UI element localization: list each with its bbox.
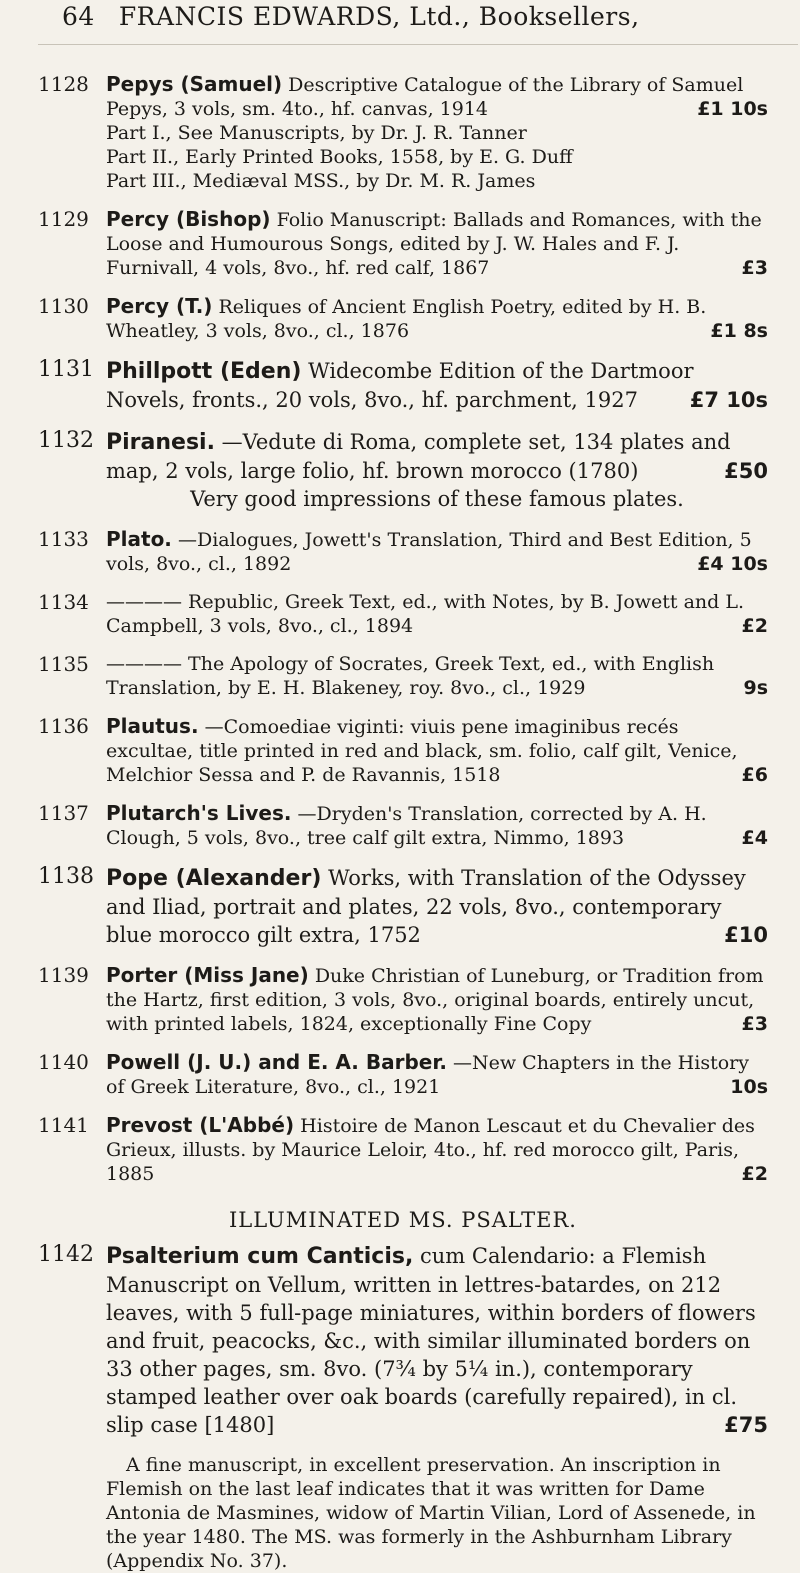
entry-description: Duke Christian of Luneburg, or Tradition from the Hartz, first edition, 3 vols, 8vo., original boards, entirely uncut, with printed labels, 1824, exceptionally Fine Copy: [106, 965, 764, 1035]
lot-number: 1140: [38, 1050, 89, 1074]
catalogue-entry: [38, 207, 768, 280]
entry-author: Plutarch's Lives.: [106, 801, 292, 825]
catalogue-entry: [38, 1050, 768, 1099]
lot-number: 1133: [38, 527, 89, 551]
entry-author: Prevost (L'Abbé): [106, 1113, 295, 1137]
entry-description: The Apology of Socrates, Greek Text, ed., with English Translation, by E. H. Blakeney, roy. 8vo., cl., 1929: [106, 653, 715, 699]
entry-author: Piranesi.: [106, 430, 215, 455]
lot-number: 1136: [38, 714, 89, 738]
entry-price: £3: [741, 257, 768, 279]
lot-number: 1132: [38, 428, 94, 453]
catalogue-entry: [38, 294, 768, 343]
catalogue-entry: [38, 714, 768, 787]
entry-price: £1 8s: [710, 320, 768, 342]
header-divider: [38, 44, 798, 45]
entry-description: Works, with Translation of the Odyssey and Iliad, portrait and plates, 22 vols, 8vo., contemporary blue morocco gilt extra, 1752: [106, 866, 746, 947]
catalogue-entry: [38, 590, 768, 638]
entry-description: —Dryden's Translation, corrected by A. H. Clough, 5 vols, 8vo., tree calf gilt extra, Nimmo, 1893: [106, 803, 707, 849]
catalogue-entry: [38, 357, 768, 414]
catalogue-entries: [38, 72, 768, 1573]
entry-price: 10s: [730, 1076, 768, 1098]
entry-author: Porter (Miss Jane): [106, 963, 309, 987]
entry-price: £75: [724, 1413, 768, 1437]
entry-author: Psalterium cum Canticis,: [106, 1244, 414, 1269]
page-number: 64: [62, 2, 95, 31]
entry-description: —Vedute di Roma, complete set, 134 plates and map, 2 vols, large folio, hf. brown morocco (1780): [106, 430, 731, 483]
lot-number: 1130: [38, 294, 89, 318]
entry-description: Widecombe Edition of the Dartmoor Novels, fronts., 20 vols, 8vo., hf. parchment, 1927: [106, 359, 694, 412]
entry-price: £2: [741, 1163, 768, 1185]
entry-price: £1 10s: [697, 98, 768, 120]
catalogue-entry: [38, 864, 768, 949]
lot-number: 1139: [38, 963, 89, 987]
entry-author: Percy (Bishop): [106, 207, 271, 231]
entry-author: Percy (T.): [106, 294, 213, 318]
entry-author: Plato.: [106, 527, 172, 551]
entry-price: £4 10s: [697, 553, 768, 575]
catalogue-entry: [38, 428, 768, 513]
section-heading: ILLUMINATED MS. PSALTER.: [228, 1208, 577, 1232]
ditto-rule: ————: [106, 653, 189, 675]
entry-description: Folio Manuscript: Ballads and Romances, with the Loose and Humourous Songs, edited by J. W. Hales and F. J. Furnivall, 4 vols, 8vo., hf. red calf, 1867: [106, 209, 762, 279]
entry-author: Pepys (Samuel): [106, 72, 283, 96]
entry-description: Republic, Greek Text, ed., with Notes, by B. Jowett and L. Campbell, 3 vols, 8vo., cl., 1894: [106, 591, 745, 637]
ditto-rule: ————: [106, 591, 189, 613]
entry-author: Powell (J. U.) and E. A. Barber.: [106, 1050, 447, 1074]
page-header-title: FRANCIS EDWARDS, Ltd., Booksellers,: [118, 2, 640, 31]
entry-description: Reliques of Ancient English Poetry, edited by H. B. Wheatley, 3 vols, 8vo., cl., 1876: [106, 296, 707, 342]
entry-author: Phillpott (Eden): [106, 359, 302, 384]
entry-price: £7 10s: [689, 388, 768, 412]
entry-price: £4: [741, 827, 768, 849]
lot-number: 1142: [38, 1242, 94, 1267]
entry-description: Histoire de Manon Lescaut et du Chevalier des Grieux, illusts. by Maurice Leloir, 4to., hf. red morocco gilt, Paris, 1885: [106, 1115, 755, 1185]
catalogue-entry: [38, 527, 768, 576]
entry-description: —New Chapters in the History of Greek Literature, 8vo., cl., 1921: [106, 1052, 749, 1098]
catalogue-entry: [38, 1242, 768, 1439]
lot-number: 1128: [38, 72, 89, 96]
entry-price: £6: [741, 764, 768, 786]
lot-number: 1135: [38, 652, 89, 676]
entry-part: Part III., Mediæval MSS., by Dr. M. R. James: [106, 170, 536, 192]
entry-description: cum Calendario: a Flemish Manuscript on Vellum, written in lettres-batardes, on 212 leaves, with 5 full-page miniatures, within borders of flowers and fruit, peacocks, &c., with similar illuminated borders on 33 other pages, sm. 8vo. (7¾ by 5¼ in.), contemporary stamped leather over oak boards (carefully repaired), in cl. slip case [1480]: [106, 1244, 756, 1437]
catalogue-entry: [38, 801, 768, 850]
catalogue-entry: [38, 652, 768, 700]
entry-price: 9s: [743, 677, 768, 699]
entry-price: £50: [724, 459, 768, 483]
lot-number: 1141: [38, 1113, 89, 1137]
entry-author: Pope (Alexander): [106, 866, 322, 891]
catalogue-entry: [38, 963, 768, 1036]
lot-number: 1131: [38, 357, 94, 382]
entry-price: £10: [724, 923, 768, 947]
entry-author: Plautus.: [106, 714, 199, 738]
entry-note: A fine manuscript, in excellent preservation. An inscription in Flemish on the last leaf indicates that it was written for Dame Antonia de Masmines, widow of Martin Vilian, Lord of Assenede, in the year 1480. The MS. was formerly in the Ashburnham Library (Appendix No. 37).: [106, 1454, 756, 1572]
lot-number: 1137: [38, 801, 89, 825]
entry-note: Very good impressions of these famous plates.: [190, 487, 684, 511]
entry-price: £2: [741, 615, 768, 637]
catalogue-entry: [38, 1113, 768, 1186]
lot-number: 1138: [38, 864, 94, 889]
catalogue-entry: [38, 72, 768, 193]
entry-price: £3: [741, 1013, 768, 1035]
lot-number: 1129: [38, 207, 89, 231]
lot-number: 1134: [38, 590, 89, 614]
entry-part: Part II., Early Printed Books, 1558, by E. G. Duff: [106, 146, 573, 168]
entry-description: —Dialogues, Jowett's Translation, Third and Best Edition, 5 vols, 8vo., cl., 1892: [106, 529, 752, 575]
entry-description: —Comoediae viginti: viuis pene imaginibus recés excultae, title printed in red and black, sm. folio, calf gilt, Venice, Melchior Sessa and P. de Ravannis, 1518: [106, 716, 738, 786]
entry-part: Part I., See Manuscripts, by Dr. J. R. Tanner: [106, 122, 527, 144]
running-head: [62, 2, 762, 31]
entry-description: Descriptive Catalogue of the Library of Samuel Pepys, 3 vols, sm. 4to., hf. canvas, 1914: [106, 74, 744, 120]
